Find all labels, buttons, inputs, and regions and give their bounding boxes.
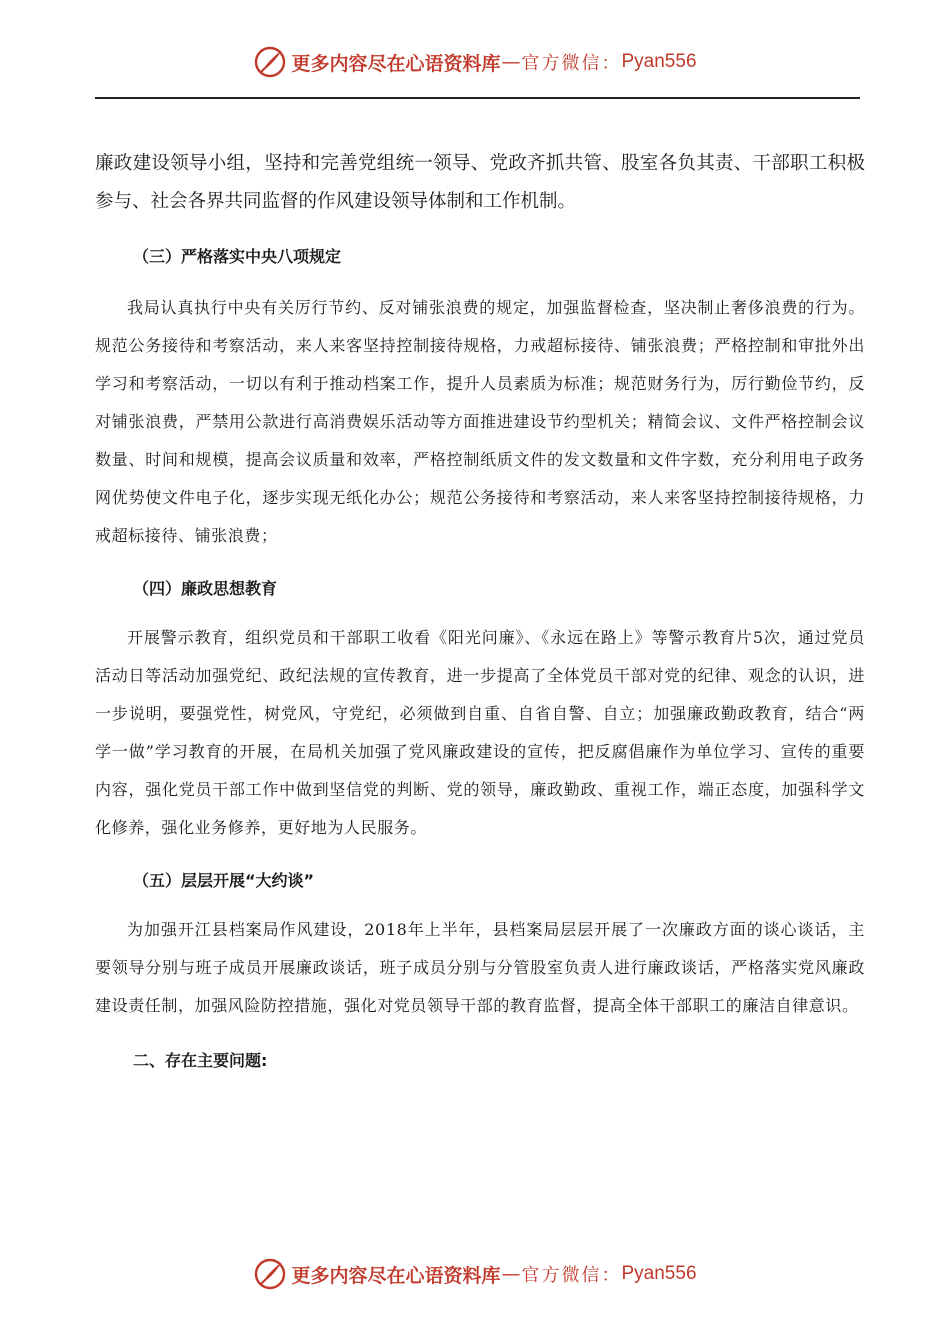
banner-brand-text: 更多内容尽在心语资料库	[291, 52, 501, 75]
footer-dash: —	[501, 1263, 521, 1285]
footer-wechat-id: Pyan556	[621, 1263, 697, 1284]
quill-pen-circle-icon	[253, 45, 287, 79]
footer-wechat-label: 官方微信：	[521, 1265, 622, 1286]
section-5-heading: （五）层层开展“大约谈”	[133, 871, 315, 890]
quill-pen-circle-icon	[253, 1257, 287, 1291]
section-3-body: 我局认真执行中央有关厉行节约、反对铺张浪费的规定，加强监督检查，坚决制止奢侈浪费的行为。规范公务接待和考察活动，来人来客坚持控制接待规格，力戒超标接待、铺张浪费；严格控制和审批外出学习和考察活动，一切以有利于推动档案工作，提升人员素质为标准；规范财务行为，厉行勤俭节约，反对铺张浪费，严禁用公款进行高消费娱乐活动等方面推进建设节约型机关；精简会议、文件严格控制会议数量、时间和规模，提高会议质量和效率，严格控制纸质文件的发文数量和文件字数，充分利用电子政务网优势使文件电子化，逐步实现无纸化办公；规范公务接待和考察活动，来人来客坚持控制接待规格，力戒超标接待、铺张浪费；	[95, 298, 865, 545]
banner-wechat-label: 官方微信：	[521, 53, 622, 74]
section-4-body: 开展警示教育，组织党员和干部职工收看《阳光问廉》、《永远在路上》等警示教育片5次，通过党员活动日等活动加强党纪、政纪法规的宣传教育，进一步提高了全体党员干部对党的纪律、观念的认识，进一步说明，要强党性，树党风，守党纪，必须做到自重、自省自警、自立；加强廉政勤政教育，结合“两学一做”学习教育的开展，在局机关加强了党风廉政建设的宣传，把反腐倡廉作为单位学习、宣传的重要内容，强化党员干部工作中做到坚信党的判断、党的领导，廉政勤政、重视工作，端正态度，加强科学文化修养，强化业务修养，更好地为人民服务。	[95, 628, 865, 837]
banner-dash: —	[501, 51, 521, 73]
intro-paragraph: 廉政建设领导小组，坚持和完善党组统一领导、党政齐抓共管、股室各负其责、干部职工积极参与、社会各界共同监督的作风建设领导体制和工作机制。	[95, 153, 865, 212]
document-body	[95, 145, 865, 1073]
header-rule	[95, 97, 860, 99]
section-4-heading: （四）廉政思想教育	[133, 579, 278, 598]
footer-banner	[0, 1252, 950, 1296]
problems-heading: 二、存在主要问题:	[133, 1051, 268, 1070]
header-banner	[0, 40, 950, 84]
section-5-body: 为加强开江县档案局作风建设，2018年上半年，县档案局层层开展了一次廉政方面的谈心谈话，主要领导分别与班子成员开展廉政谈话，班子成员分别与分管股室负责人进行廉政谈话，严格落实党风廉政建设责任制，加强风险防控措施，强化对党员领导干部的教育监督，提高全体干部职工的廉洁自律意识。	[95, 920, 865, 1015]
section-3-heading: （三）严格落实中央八项规定	[133, 247, 342, 266]
footer-brand-text: 更多内容尽在心语资料库	[291, 1264, 501, 1287]
banner-wechat-id: Pyan556	[621, 51, 697, 72]
